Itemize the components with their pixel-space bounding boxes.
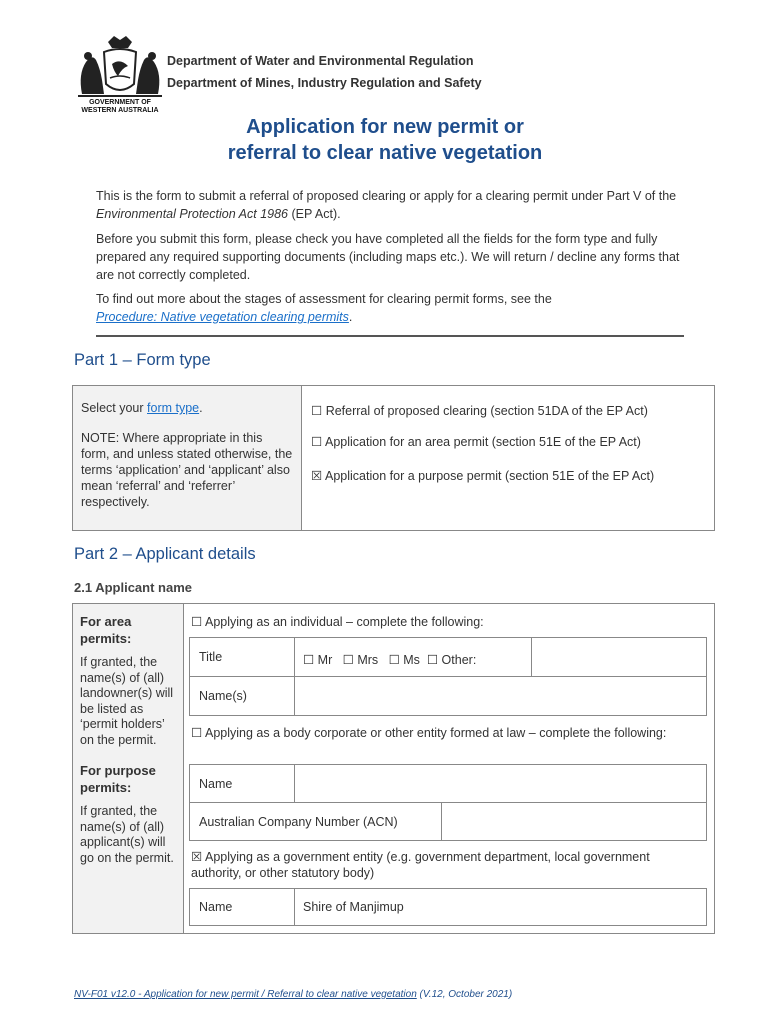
gov-name-label: Name [199,900,233,914]
option-purpose-permit[interactable] [311,468,654,483]
form-type-instructions [73,386,302,530]
intro-paragraph-3 [96,290,696,326]
footer-version: (V.12, October 2021) [416,989,513,1000]
intro-p3-end: . [348,310,353,324]
part1-heading: Part 1 – Form type [74,351,211,369]
checkbox-checked-icon[interactable]: ☒ [311,469,323,483]
intro-p3-text: To find out more about the stages of assessment for clearing permit forms, see the [96,292,552,306]
government-table [189,888,707,926]
form-type-table [72,385,715,531]
acn-label: Australian Company Number (ACN) [199,815,398,829]
applicant-guidance [73,604,184,933]
option-label: Application for an area permit (section 51E of the EP Act) [325,435,641,449]
crest-caption-line2: WESTERN AUSTRALIA [81,107,159,114]
individual-table [189,637,707,716]
form-type-note: NOTE: Where appropriate in this form, and unless stated otherwise, the terms ‘application’ and ‘applicant’ also mean ‘referral’ and ‘referrer’ respectively. [81,431,293,509]
purpose-permits-text: If granted, the name(s) of (all) applicant(s) will go on the permit. [80,804,174,865]
government-option[interactable]: ☒ Applying as a government entity (e.g. government department, local government authority, or other statutory body) [191,850,650,880]
option-label: Referral of proposed clearing (section 51DA of the EP Act) [325,404,648,418]
form-type-link[interactable]: form type [147,401,200,415]
corp-name-label: Name [199,777,233,791]
names-label: Name(s) [199,689,247,703]
applicant-name-subheading: 2.1 Applicant name [74,580,192,595]
page-title [0,114,770,166]
title-other-field[interactable] [540,652,700,670]
section-divider [96,335,684,337]
title-line2: referral to clear native vegetation [227,142,543,164]
corporate-option[interactable]: ☐ Applying as a body corporate or other entity formed at law – complete the following: [191,726,667,740]
intro-paragraph-1 [96,187,696,223]
gov-name-field[interactable]: Shire of Manjimup [303,900,404,914]
crest-icon [74,34,166,100]
individual-option[interactable]: ☐ Applying as an individual – complete the following: [191,615,484,629]
intro-paragraph-2: Before you submit this form, please check you have completed all the fields for the form type and fully prepared any required supporting documents (including maps etc.). We will return / decline any forms that are not correctly completed. [96,232,680,282]
part2-heading: Part 2 – Applicant details [74,545,256,563]
intro-p1-text: This is the form to submit a referral of proposed clearing or apply for a clearing permit under Part V of the [96,189,677,203]
footer-link[interactable]: NV-F01 v12.0 - Application for new permit / Referral to clear native vegetation [74,989,417,1000]
title-line1: Application for new permit or [246,116,524,138]
purpose-permits-heading: For purpose permits: [80,763,156,795]
select-end: . [199,401,203,415]
select-text: Select your [81,401,148,415]
crest-caption [68,99,172,115]
option-referral[interactable] [311,403,648,418]
act-name: Environmental Protection Act 1986 [96,207,289,221]
department-name-1: Department of Water and Environmental Regulation [167,54,474,68]
option-label: Application for a purpose permit (section 51E of the EP Act) [325,469,655,483]
footer-reference [74,989,512,1000]
title-label: Title [199,650,223,664]
intro-p1-end: (EP Act). [288,207,341,221]
option-area-permit[interactable] [311,434,641,449]
checkbox-icon[interactable]: ☐ [311,404,323,418]
corporate-table [189,764,707,841]
checkbox-icon[interactable]: ☐ [311,435,323,449]
acn-field[interactable] [450,808,700,834]
corp-name-field[interactable] [303,771,698,797]
select-form-type [81,400,293,416]
names-field[interactable] [303,682,693,710]
department-name-2: Department of Mines, Industry Regulation and Safety [167,76,482,90]
area-permits-heading: For area permits: [80,614,132,646]
procedure-link[interactable]: Procedure: Native vegetation clearing permits [96,310,349,324]
applicant-table [72,603,715,934]
title-options[interactable]: ☐ Mr ☐ Mrs ☐ Ms ☐ Other: [303,653,477,667]
area-permits-text: If granted, the name(s) of (all) landowner(s) will be listed as ‘permit holders’ on the permit. [80,655,174,747]
crest-caption-line1: GOVERNMENT OF [89,99,151,106]
